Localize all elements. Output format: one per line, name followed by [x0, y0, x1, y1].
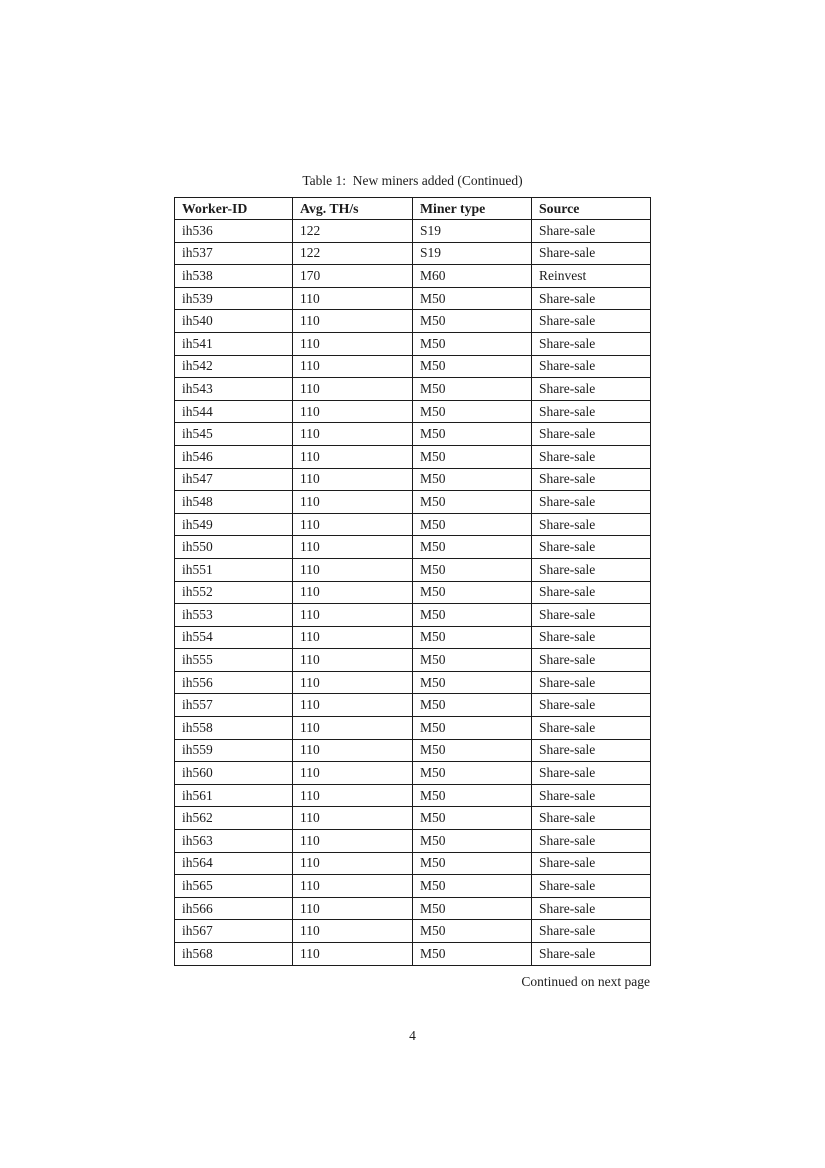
table-cell: 110 [293, 717, 413, 740]
table-row [175, 626, 651, 649]
table-cell: M50 [413, 762, 532, 785]
table-cell: M50 [413, 468, 532, 491]
table-cell: M50 [413, 739, 532, 762]
table-cell: ih565 [175, 875, 293, 898]
miners-table [174, 197, 651, 966]
table-row [175, 513, 651, 536]
table-row [175, 536, 651, 559]
table-row [175, 332, 651, 355]
table-cell: 110 [293, 378, 413, 401]
table-cell: Share-sale [532, 739, 651, 762]
table-cell: Share-sale [532, 581, 651, 604]
table-cell: M50 [413, 920, 532, 943]
table-cell: M50 [413, 491, 532, 514]
table-cell: Share-sale [532, 400, 651, 423]
column-header: Worker-ID [175, 198, 293, 220]
table-cell: Share-sale [532, 468, 651, 491]
table-cell: Share-sale [532, 920, 651, 943]
table-cell: 110 [293, 581, 413, 604]
table-cell: Share-sale [532, 536, 651, 559]
table-cell: Share-sale [532, 762, 651, 785]
table-cell: Share-sale [532, 378, 651, 401]
table-cell: M50 [413, 897, 532, 920]
table-cell: ih560 [175, 762, 293, 785]
page-number: 4 [409, 1028, 416, 1043]
table-cell: 110 [293, 830, 413, 853]
table-cell: ih548 [175, 491, 293, 514]
table-cell: 110 [293, 807, 413, 830]
table-cell: M50 [413, 581, 532, 604]
table-row [175, 355, 651, 378]
table-cell: M50 [413, 355, 532, 378]
table-cell: ih562 [175, 807, 293, 830]
table-row [175, 852, 651, 875]
table-cell: ih568 [175, 943, 293, 966]
table-cell: ih564 [175, 852, 293, 875]
table-cell: Share-sale [532, 671, 651, 694]
table-cell: Share-sale [532, 943, 651, 966]
table-cell: M50 [413, 513, 532, 536]
table-cell: ih566 [175, 897, 293, 920]
table-cell: ih541 [175, 332, 293, 355]
table-cell: M50 [413, 830, 532, 853]
table-cell: 110 [293, 739, 413, 762]
table-cell: ih567 [175, 920, 293, 943]
table-row [175, 649, 651, 672]
table-cell: M50 [413, 445, 532, 468]
table-row [175, 445, 651, 468]
table-cell: Share-sale [532, 355, 651, 378]
table-cell: M50 [413, 558, 532, 581]
table-cell: M50 [413, 423, 532, 446]
header-row [175, 198, 651, 220]
table-row [175, 943, 651, 966]
table-cell: ih561 [175, 784, 293, 807]
table-cell: Share-sale [532, 830, 651, 853]
table-row [175, 739, 651, 762]
table-cell: ih543 [175, 378, 293, 401]
table-cell: Share-sale [532, 491, 651, 514]
table-row [175, 762, 651, 785]
table-cell: Share-sale [532, 807, 651, 830]
table-cell: M50 [413, 378, 532, 401]
table-cell: ih542 [175, 355, 293, 378]
table-cell: ih552 [175, 581, 293, 604]
table-cell: 110 [293, 400, 413, 423]
table-cell: Reinvest [532, 265, 651, 288]
table-cell: 110 [293, 536, 413, 559]
table-cell: 110 [293, 943, 413, 966]
table-cell: S19 [413, 220, 532, 243]
table-cell: S19 [413, 242, 532, 265]
table-row [175, 581, 651, 604]
table-cell: 110 [293, 875, 413, 898]
column-header: Avg. TH/s [293, 198, 413, 220]
table-cell: 110 [293, 332, 413, 355]
table-cell: Share-sale [532, 852, 651, 875]
table-row [175, 604, 651, 627]
table-cell: ih546 [175, 445, 293, 468]
table-cell: 110 [293, 852, 413, 875]
table-cell: Share-sale [532, 649, 651, 672]
table-cell: 110 [293, 920, 413, 943]
table-cell: ih538 [175, 265, 293, 288]
table-cell: ih545 [175, 423, 293, 446]
table-cell: ih536 [175, 220, 293, 243]
table-cell: M50 [413, 287, 532, 310]
table-cell: M50 [413, 717, 532, 740]
table-cell: 110 [293, 310, 413, 333]
table-cell: Share-sale [532, 784, 651, 807]
table-row [175, 558, 651, 581]
table-header [175, 198, 651, 220]
table-cell: Share-sale [532, 242, 651, 265]
table-cell: Share-sale [532, 445, 651, 468]
table-cell: ih554 [175, 626, 293, 649]
column-header: Source [532, 198, 651, 220]
table-cell: M60 [413, 265, 532, 288]
table-cell: ih544 [175, 400, 293, 423]
table-row [175, 378, 651, 401]
table-cell: 170 [293, 265, 413, 288]
table-row [175, 220, 651, 243]
table-row [175, 423, 651, 446]
table-cell: 110 [293, 355, 413, 378]
table-row [175, 784, 651, 807]
table-cell: ih553 [175, 604, 293, 627]
table-cell: 122 [293, 220, 413, 243]
table-cell: 110 [293, 694, 413, 717]
table-row [175, 897, 651, 920]
table-cell: ih550 [175, 536, 293, 559]
table-cell: 110 [293, 287, 413, 310]
table-cell: M50 [413, 536, 532, 559]
table-cell: Share-sale [532, 694, 651, 717]
table-cell: ih551 [175, 558, 293, 581]
table-row [175, 287, 651, 310]
table-row [175, 400, 651, 423]
table-row [175, 242, 651, 265]
table-row [175, 468, 651, 491]
table-cell: ih557 [175, 694, 293, 717]
table-row [175, 694, 651, 717]
table-caption: Table 1: New miners added (Continued) [302, 173, 523, 188]
table-cell: ih539 [175, 287, 293, 310]
table-body [175, 220, 651, 966]
column-header: Miner type [413, 198, 532, 220]
table-cell: 110 [293, 897, 413, 920]
table-cell: 110 [293, 671, 413, 694]
table-cell: M50 [413, 400, 532, 423]
table-row [175, 807, 651, 830]
table-cell: Share-sale [532, 332, 651, 355]
table-cell: ih549 [175, 513, 293, 536]
table-cell: ih555 [175, 649, 293, 672]
table-cell: M50 [413, 694, 532, 717]
table-cell: 110 [293, 513, 413, 536]
table-cell: M50 [413, 807, 532, 830]
table-cell: M50 [413, 649, 532, 672]
table-row [175, 671, 651, 694]
table-cell: 110 [293, 649, 413, 672]
table-cell: 110 [293, 558, 413, 581]
table-cell: ih540 [175, 310, 293, 333]
table-cell: M50 [413, 875, 532, 898]
table-cell: M50 [413, 943, 532, 966]
table-row [175, 920, 651, 943]
table-cell: Share-sale [532, 423, 651, 446]
table-cell: 110 [293, 423, 413, 446]
table-cell: ih559 [175, 739, 293, 762]
table-cell: ih558 [175, 717, 293, 740]
table-cell: ih556 [175, 671, 293, 694]
table-cell: M50 [413, 852, 532, 875]
table-cell: 110 [293, 604, 413, 627]
table-cell: ih547 [175, 468, 293, 491]
table-cell: M50 [413, 626, 532, 649]
table-row [175, 265, 651, 288]
table-cell: 110 [293, 784, 413, 807]
table-cell: M50 [413, 671, 532, 694]
table-cell: Share-sale [532, 220, 651, 243]
table-cell: M50 [413, 310, 532, 333]
table-cell: Share-sale [532, 310, 651, 333]
table-cell: Share-sale [532, 513, 651, 536]
table-cell: 122 [293, 242, 413, 265]
table-row [175, 717, 651, 740]
table-cell: 110 [293, 468, 413, 491]
continued-note: Continued on next page [521, 974, 650, 989]
table-row [175, 310, 651, 333]
table-cell: Share-sale [532, 604, 651, 627]
table-cell: ih537 [175, 242, 293, 265]
table-cell: Share-sale [532, 875, 651, 898]
table-cell: Share-sale [532, 717, 651, 740]
table-cell: Share-sale [532, 287, 651, 310]
table-cell: 110 [293, 626, 413, 649]
table-cell: 110 [293, 762, 413, 785]
table-cell: Share-sale [532, 626, 651, 649]
table-cell: M50 [413, 604, 532, 627]
table-cell: M50 [413, 784, 532, 807]
table-cell: Share-sale [532, 897, 651, 920]
table-cell: M50 [413, 332, 532, 355]
table-cell: ih563 [175, 830, 293, 853]
table-row [175, 875, 651, 898]
table-row [175, 830, 651, 853]
table-cell: 110 [293, 491, 413, 514]
table-row [175, 491, 651, 514]
table-cell: 110 [293, 445, 413, 468]
table-cell: Share-sale [532, 558, 651, 581]
